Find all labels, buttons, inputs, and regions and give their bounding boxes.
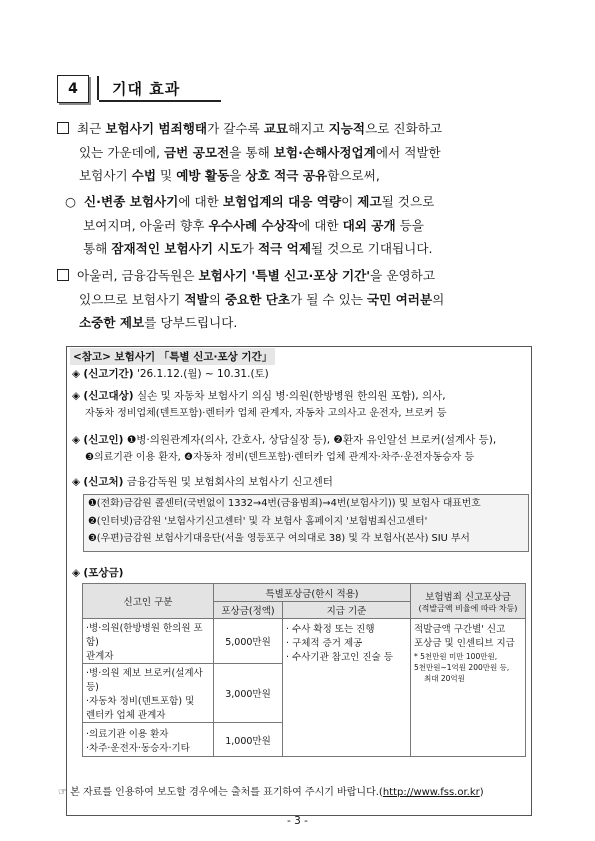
th-criteria: 지급 기준 [283, 602, 411, 619]
report-channels [83, 494, 529, 552]
diamond-bullet-icon: ◈ [72, 368, 81, 380]
th-amount: 포상금(정액) [214, 602, 283, 619]
circle-bullet-icon: ○ [65, 194, 76, 209]
para1-line3: 보험사기 수법 및 예방 활동을 상호 적극 공유함으로써, [79, 168, 380, 183]
th-reporter: 신고인 구분 [83, 584, 214, 619]
ref-reporter: ◈ (신고인) ❶병·의원관계자(의사, 간호사, 상담실장 등), ❷환자 유인알선 브로커(설계사 등), ❸의료기관 이용 환자, ❹자동차 정비(덴트포함)·렌터카 업체 관계자·차주·운전자동승자 등 [72, 434, 497, 463]
ref-reward: ◈ (포상금) [72, 567, 124, 579]
fss-link[interactable]: http://www.fss.or.kr [382, 787, 480, 798]
reward-table [82, 583, 526, 757]
para3-line2: 있으므로 보험사기 적발의 중요한 단초가 될 수 있는 국민 여러분의 [79, 291, 445, 307]
channel-internet: ❷(인터넷)금감원 '보험사기신고센터' 및 각 보험사 홈페이지 '보험범죄신고센터' [88, 515, 428, 527]
section-divider [97, 76, 99, 100]
page-number: - 3 - [287, 815, 308, 827]
diamond-bullet-icon: ◈ [72, 390, 81, 402]
table-row: ·병·의원 제보 브로커(설계사 등) ·자동차 정비(덴트포함) 및 렌터카 업체 관계자 3,000만원 [83, 664, 526, 723]
circled-one-icon: ❶ [88, 498, 97, 509]
ref-office: ◈ (신고처) 금융감독원 및 보험회사의 보험사기 신고센터 [72, 476, 333, 488]
ref-period: ◈ (신고기간) '26.1.12.(월) ~ 10.31.(토) [72, 368, 269, 380]
diamond-bullet-icon: ◈ [72, 476, 81, 488]
circled-two-icon: ❷ [88, 515, 97, 527]
para2-line1: ○ 신·변종 보험사기에 대한 보험업계의 대응 역량이 제고될 것으로 [65, 194, 435, 209]
para1-line1: 최근 보험사기 범죄행태가 갈수록 교묘해지고 지능적으로 진화하고 [57, 117, 442, 141]
table-row: ·의료기관 이용 환자 ·차주·운전자·동승자·기타 1,000만원 [83, 723, 526, 757]
diamond-bullet-icon: ◈ [72, 434, 81, 446]
para3 [57, 264, 444, 335]
circled-one-icon: ❶ [126, 434, 137, 446]
para3-line1: 아울러, 금융감독원은 보험사기 '특별 신고·포상 기간'을 운영하고 [57, 264, 444, 288]
th-special: 특별포상금(한시 적용) [214, 584, 411, 602]
diamond-bullet-icon: ◈ [72, 567, 81, 579]
para2-line2: 보여지며, 아울러 향후 우수사례 수상작에 대한 대외 공개 등을 [83, 217, 424, 233]
section-title: 기대 효과 [112, 80, 181, 98]
para2 [65, 190, 434, 261]
square-bullet-icon [57, 122, 69, 134]
reference-title: <참고> 보험사기 「특별 신고·포상 기간」 [70, 348, 275, 365]
th-center: 보험범죄 신고포상금 (적발금액 비율에 따라 차등) [411, 584, 526, 619]
circled-three-icon: ❸ [85, 452, 94, 463]
para1 [57, 117, 442, 188]
section-underline [99, 100, 221, 102]
table-row: ·병·의원(한방병원 한의원 포함) 관계자 5,000만원 · 수사 확정 또는 진행 · 구체적 증거 제공 · 수사기관 참고인 진술 등 적발금액 구간별' 신고 포상금 및 인센티브 지급 * 5천만원 미만 100만원, 5천만원~1억원 200만원 등, 최대 20억원 [83, 619, 526, 664]
para3-line3: 소중한 제보를 당부드립니다. [79, 315, 238, 330]
circled-four-icon: ❹ [183, 452, 193, 463]
footnote: ☞ 본 자료를 인용하여 보도할 경우에는 출처를 표기하여 주시기 바랍니다.(http://www.fss.or.kr) [58, 787, 484, 798]
square-bullet-icon [57, 269, 69, 281]
pointing-hand-icon: ☞ [58, 787, 67, 798]
ref-target: ◈ (신고대상) 실손 및 자동차 보험사기 의심 병·의원(한방병원 한의원 포함), 의사, 자동차 정비업체(덴트포함)·렌터카 업체 관계자, 자동차 고의사고 운전자, 브로커 등 [72, 390, 447, 419]
para2-line3: 통해 잠재적인 보험사기 시도가 적극 억제될 것으로 기대됩니다. [83, 241, 433, 256]
circled-two-icon: ❷ [333, 434, 343, 446]
channel-mail: ❸(우편)금감원 보험사기대응단(서울 영등포구 여의대로 38) 및 각 보험사(본사) SIU 부서 [88, 533, 470, 544]
section-number: 4 [57, 75, 89, 103]
channel-phone: ❶(전화)금감원 콜센터(국번없이 1332→4번(금융범죄)→4번(보험사기)) 및 보험사 대표번호 [88, 498, 481, 509]
circled-three-icon: ❸ [88, 533, 97, 544]
para1-line2: 있는 가운데에, 금번 공모전을 통해 보험·손해사정업계에서 적발한 [79, 144, 441, 160]
